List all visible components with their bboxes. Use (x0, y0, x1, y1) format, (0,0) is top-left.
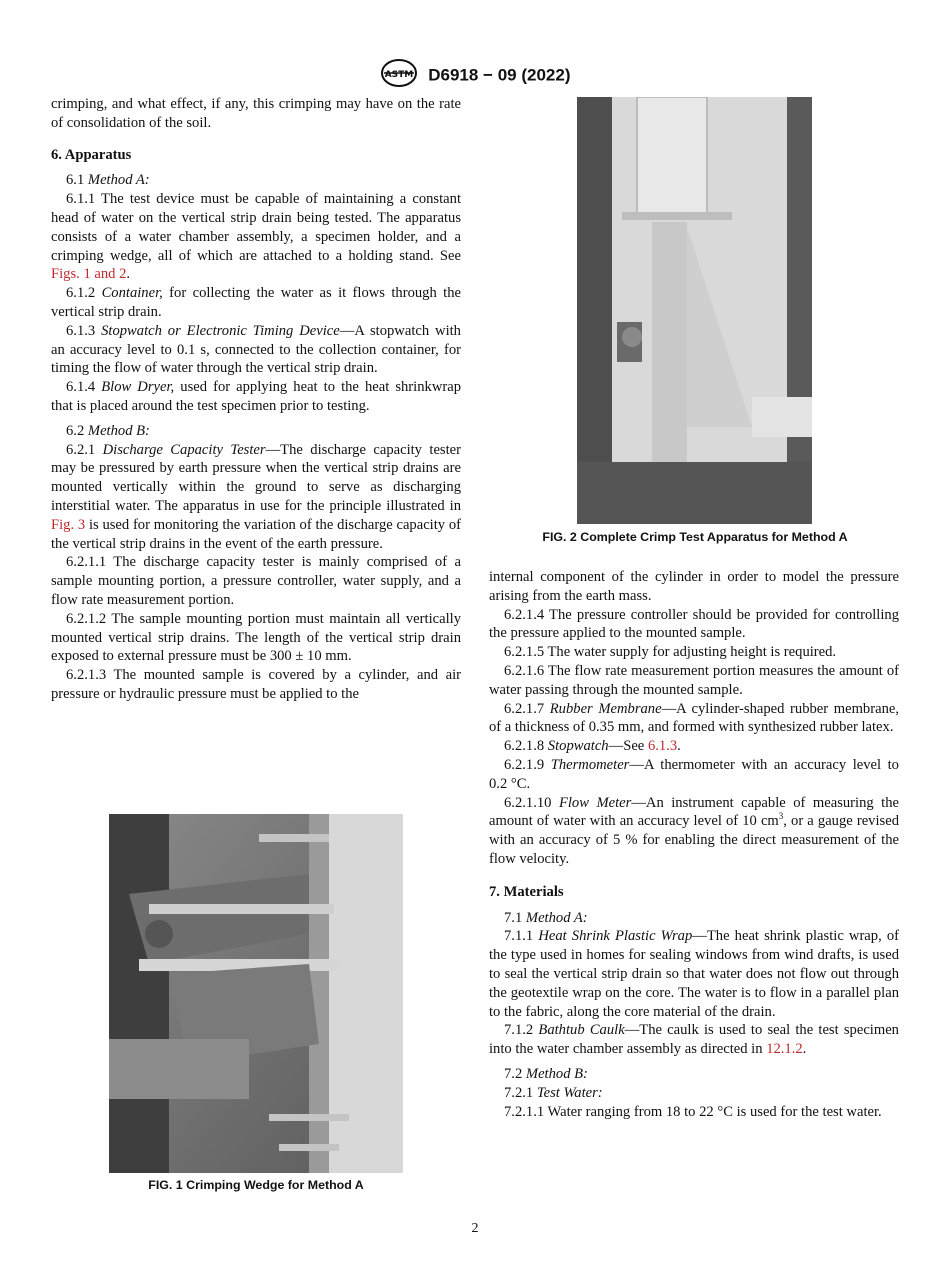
paragraph: 7.2 Method B: (504, 1065, 588, 1082)
figure-reference-link[interactable]: Fig. 3 (51, 516, 86, 533)
paragraph: 6.2.1.2 The sample mounting portion must maintain all vertically mounted vertical strip drains. The length of the vertical strip drain exposed to external pressure must be 300 ± 10 mm. (51, 610, 461, 665)
paragraph: 6.2.1.10 Flow Meter—An instrument capable of measuring the amount of water with an accuracy level of 10 $cm^3$, or a gauge revised with an accuracy of 5 % for enabling the direct measurement of the flow velocity. (489, 794, 900, 867)
paragraph: 6.2.1.7 Rubber Membrane—A cylinder-shaped rubber membrane, of a thickness of 0.35 mm, and formed with synthesized rubber latex. (489, 700, 899, 736)
paragraph: 7.1.1 Heat Shrink Plastic Wrap—The heat shrink plastic wrap, of the type used in homes for sealing windows from wind drafts, is used to seal the vertical strip drain so that water does not flow out through the geotextile wrap on the core. The water is to flow in a parallel plan to the fabric, along the core material of the drain. (489, 928, 899, 1020)
paragraph: 6.2.1.8 Stopwatch—See 6.1.3. (504, 738, 681, 755)
svg-text:ASTM: ASTM (384, 70, 413, 80)
paragraph: 7.2.1 Test Water: (504, 1084, 603, 1101)
paragraph: 7.1.2 Bathtub Caulk—The caulk is used to seal the test specimen into the water chamber assembly as directed in 12.1.2. (489, 1022, 899, 1058)
section-heading: 6. Apparatus (51, 146, 132, 163)
paragraph: 6.2.1.4 The pressure controller should be provided for controlling the pressure applied to the mounted sample. (489, 606, 899, 642)
figure-1-caption: FIG. 1 Crimping Wedge for Method A (148, 1178, 364, 1192)
figure-2-caption: FIG. 2 Complete Crimp Test Apparatus for Method A (542, 530, 848, 544)
astm-logo-icon (380, 58, 418, 93)
paragraph: 6.2.1.5 The water supply for adjusting height is required. (504, 644, 837, 661)
figure-reference-link[interactable]: Figs. 1 and 2 (51, 266, 127, 283)
paragraph: 6.2 Method B: (66, 422, 150, 439)
section-reference-link[interactable]: 12.1.2 (766, 1041, 803, 1058)
paragraph: crimping, and what effect, if any, this crimping may have on the rate of consolidation of the soil. (51, 96, 461, 131)
figure-2-photo (577, 97, 812, 524)
paragraph: internal component of the cylinder in order to model the pressure arising from the earth mass. (489, 569, 899, 604)
paragraph: 6.1.3 Stopwatch or Electronic Timing Device—A stopwatch with an accuracy level to 0.1 s, connected to the collection container, for timing the flow of water through the vertical strip drain. (51, 322, 461, 377)
paragraph: 6.1.1 The test device must be capable of maintaining a constant head of water on the vertical strip drain being tested. The apparatus consists of a water chamber assembly, a specimen holder, and a crimping wedge, all of which are attached to a holding stand. See Figs. 1 and 2. (51, 191, 461, 283)
right-column (489, 568, 899, 1121)
page-header (0, 58, 950, 93)
document-designation: D6918 − 09 (2022) (428, 65, 571, 85)
section-heading: 7. Materials (489, 883, 564, 900)
figure-1-photo (109, 814, 403, 1173)
page-number: 2 (471, 1221, 479, 1236)
paragraph: 6.2.1.1 The discharge capacity tester is mainly comprised of a sample mounting portion, a pressure controller, water supply, and a flow rate measurement portion. (51, 554, 461, 608)
paragraph: 6.1.2 Container, for collecting the water as it flows through the vertical strip drain. (51, 285, 461, 320)
paragraph: 6.2.1.6 The flow rate measurement portion measures the amount of water passing through the mounted sample. (489, 662, 899, 698)
paragraph: 7.2.1.1 Water ranging from 18 to 22 °C is used for the test water. (504, 1103, 882, 1120)
section-reference-link[interactable]: 6.1.3 (647, 738, 678, 755)
left-column (51, 95, 461, 704)
paragraph: 6.1 Method A: (66, 172, 150, 189)
paragraph: 6.1.4 Blow Dryer, used for applying heat to the heat shrinkwrap that is placed around the test specimen prior to testing. (51, 379, 461, 414)
paragraph: 6.2.1 Discharge Capacity Tester—The discharge capacity tester may be pressured by earth pressure when the vertical strip drains are mounted vertically within the ground to serve as discharging interstitial water. The apparatus in use for the principle illustrated in Fig. 3 is used for monitoring the variation of the discharge capacity of the vertical strip drains in the event of the earth pressure. (51, 441, 462, 552)
paragraph: 6.2.1.9 Thermometer—A thermometer with an accuracy level to 0.2 °C. (489, 756, 899, 792)
paragraph: 6.2.1.3 The mounted sample is covered by a cylinder, and air pressure or hydraulic pressure must be applied to the (51, 667, 461, 702)
paragraph: 7.1 Method A: (504, 909, 588, 926)
